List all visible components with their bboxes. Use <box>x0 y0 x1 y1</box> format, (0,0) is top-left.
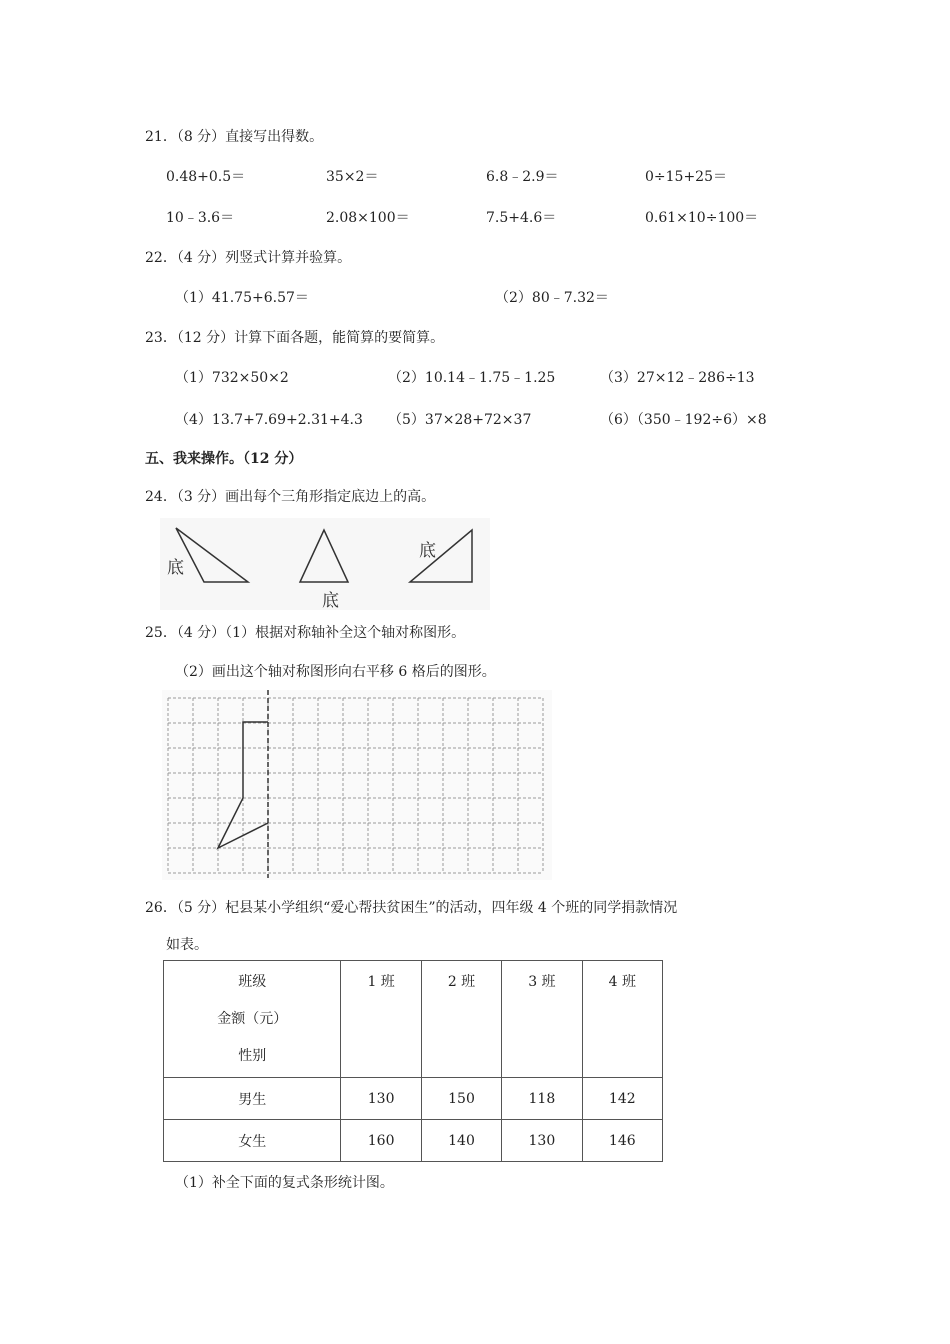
class-header-1: 1 班 <box>341 961 421 1078</box>
header-amount-label: 金额（元） <box>217 1010 288 1027</box>
table-cell: 118 <box>502 1078 582 1120</box>
q21-expr-5: 10﹣3.6＝ <box>166 210 235 226</box>
q22-item-1: （1）41.75+6.57＝ <box>175 290 309 306</box>
base-label-3: 底 <box>419 541 436 561</box>
q21-expr-7: 7.5+4.6＝ <box>486 210 557 226</box>
table-row <box>164 1120 663 1162</box>
row-label-girls: 女生 <box>164 1120 341 1162</box>
base-label-1: 底 <box>167 558 184 578</box>
q21-expr-3: 6.8﹣2.9＝ <box>486 169 559 185</box>
q25-sub2: （2）画出这个轴对称图形向右平移 6 格后的图形。 <box>175 664 496 680</box>
q21-title: 21．（8 分）直接写出得数。 <box>145 129 324 145</box>
section-5-title: 五、我来操作。（12 分） <box>145 451 303 467</box>
q21-expr-2: 35×2＝ <box>326 169 379 185</box>
q25-title: 25．（4 分）（1）根据对称轴补全这个轴对称图形。 <box>145 625 466 641</box>
diagonal-header-cell <box>164 961 341 1078</box>
table-header-row <box>164 961 663 1078</box>
q23-item-3: （3）27×12﹣286÷13 <box>600 370 755 386</box>
q22-title: 22．（4 分）列竖式计算并验算。 <box>145 250 352 266</box>
header-gender-label: 性别 <box>238 1047 267 1064</box>
q23-item-2: （2）10.14﹣1.75﹣1.25 <box>388 370 556 386</box>
table-cell: 160 <box>341 1120 421 1162</box>
donation-table <box>163 960 663 1162</box>
q21-expr-8: 0.61×10÷100＝ <box>645 210 759 226</box>
q21-expr-4: 0÷15+25＝ <box>645 169 727 185</box>
q24-title: 24．（3 分）画出每个三角形指定底边上的高。 <box>145 489 436 505</box>
q23-item-4: （4）13.7+7.69+2.31+4.3 <box>175 412 363 428</box>
table-cell: 140 <box>421 1120 501 1162</box>
table-cell: 130 <box>341 1078 421 1120</box>
class-header-4: 4 班 <box>582 961 662 1078</box>
header-class-label: 班级 <box>238 973 267 990</box>
q23-title: 23．（12 分）计算下面各题，能简算的要简算。 <box>145 330 445 346</box>
base-label-2: 底 <box>322 591 339 611</box>
table-cell: 142 <box>582 1078 662 1120</box>
q25-grid-figure <box>162 690 552 880</box>
class-header-2: 2 班 <box>421 961 501 1078</box>
table-cell: 150 <box>421 1078 501 1120</box>
q21-expr-6: 2.08×100＝ <box>326 210 410 226</box>
class-header-3: 3 班 <box>502 961 582 1078</box>
table-row <box>164 1078 663 1120</box>
q26-title: 26．（5 分）杞县某小学组织“爱心帮扶贫困生”的活动，四年级 4 个班的同学捐款情况 <box>145 900 678 916</box>
q23-item-1: （1）732×50×2 <box>175 370 289 386</box>
table-cell: 130 <box>502 1120 582 1162</box>
row-label-boys: 男生 <box>164 1078 341 1120</box>
q21-expr-1: 0.48+0.5＝ <box>166 169 246 185</box>
q26-title-cont: 如表。 <box>166 937 208 953</box>
table-cell: 146 <box>582 1120 662 1162</box>
q23-item-5: （5）37×28+72×37 <box>388 412 532 428</box>
q23-item-6: （6）（350﹣192÷6）×8 <box>600 412 767 428</box>
q26-sub1: （1）补全下面的复式条形统计图。 <box>175 1175 394 1191</box>
q22-item-2: （2）80﹣7.32＝ <box>495 290 609 306</box>
